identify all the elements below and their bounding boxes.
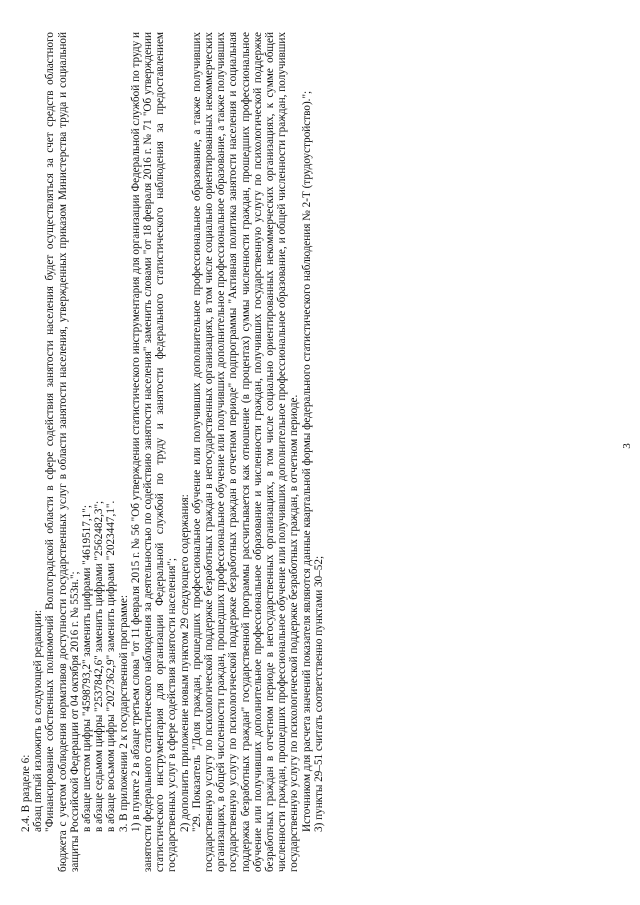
paragraph: абзац пятый изложить в следующей редакции:	[32, 610, 45, 832]
page-number: 3	[620, 443, 633, 449]
paragraph: 2.4. В разделе 6:	[20, 754, 32, 832]
paragraph: 3) пункты 29–51 считать соответственно пунктами 30–52;	[312, 555, 325, 832]
document-body	[20, 32, 620, 872]
paragraph: Источником для расчета значений показателя являются данные квартальной формы федерального статистического наблюдения № 2-Т (трудоустройство).";	[300, 90, 313, 832]
paragraph: "29. Показатель "Доля граждан, прошедших профессиональное обучение или получивших дополнительное профессиональное образование, а также получивших государственную услугу по психологической поддержке безработных граждан в негосударственных организациях, в том числе социально ориентированных некоммерческих организациях, в общей численности граждан, прошедших профессиональное обучение или получивших дополнительное профессиональное образование, а также получивших государственную услугу по психологической поддержке безработных граждан в отчетном периоде" подпрограммы "Активная политика занятости населения и социальная поддержка безработных граждан" государственной программы рассчитывается как отношение (в процентах) суммы численности граждан, прошедших профессиональное обучение или получивших дополнительное профессиональное образование и численности граждан, получивших государственную услугу по психологической поддержке безработных граждан в отчетном периоде в негосударственных организациях, в том числе социально ориентированных некоммерческих организациях, к сумме общей численности граждан, прошедших профессиональное обучение или получивших дополнительное профессиональное образование, и общей численности граждан, получивших государственную услугу по психологической поддержке безработных граждан, в отчетном периоде.	[190, 32, 301, 872]
paragraph: в абзаце седьмом цифры "2537842,6" заменить цифрами "2562482,3";	[93, 500, 106, 832]
paragraph: 3. В приложении 2 к государственной программе:	[117, 595, 130, 832]
paragraph: в абзаце восьмом цифры "2027362,9" заменить цифрами "2023447,1".	[105, 500, 118, 832]
paragraph: в абзаце шестом цифры "4598793,2" заменить цифрами "4619517,1";	[81, 505, 94, 832]
paragraph: 2) дополнить приложение новым пунктом 29 следующего содержания:	[178, 494, 191, 832]
paragraph: 1) в пункте 2 в абзаце третьем слова "от 11 февраля 2015 г. № 56 "Об утверждении статистического инструментария для организации Федеральной службой по труду и занятости федерального статистического наблюдения за деятельностью по содействию занятости населения" заменить словами "от 18 февраля 2016 г. № 71 "Об утверждении статистического инструментария для организации Федеральной службой по труду и занятости федерального статистического наблюдения за предоставлением государственных услуг в сфере содействия занятости населения";	[129, 32, 179, 872]
paragraph: "Финансирование собственных полномочий Волгоградской области в сфере содействия занятости населения будет осуществляться за счет средств областного бюджета с учетом соблюдения нормативов доступности государственных услуг в области занятости населения, утвержденных приказом Министерства труда и социальной защиты Российской Федерации от 04 октября 2016 г. № 553н.";	[44, 32, 81, 872]
